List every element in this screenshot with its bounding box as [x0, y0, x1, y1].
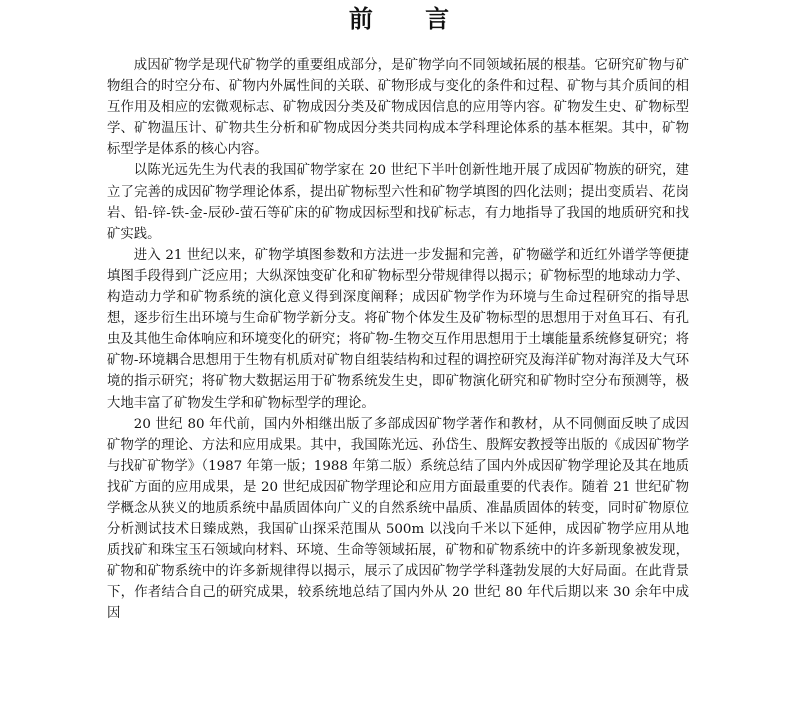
preface-body	[107, 55, 689, 625]
page-title: 前 言	[348, 4, 472, 33]
paragraph: 进入 21 世纪以来，矿物学填图参数和方法进一步发掘和完善，矿物磁学和近红外谱学等便捷填图手段得到广泛应用；大纵深蚀变矿化和矿物标型分带规律得以揭示；矿物标型的地球动力学、构造动力学和矿物系统的演化意义得到深度阐释；成因矿物学作为环境与生命过程研究的指导思想，逐步衍生出环境与生命矿物学新分支。将矿物个体发生及矿物标型的思想用于对鱼耳石、有孔虫及其他生命体响应和环境变化的研究；将矿物-生物交互作用思想用于土壤能量系统修复研究；将矿物-环境耦合思想用于生物有机质对矿物自组装结构和过程的调控研究及海洋矿物对海洋及大气环境的指示研究；将矿物大数据运用于矿物系统发生史，即矿物演化研究和矿物时空分布预测等，极大地丰富了矿物发生学和矿物标型学的理论。	[107, 247, 689, 411]
paragraph: 以陈光远先生为代表的我国矿物学家在 20 世纪下半叶创新性地开展了成因矿物族的研究，建立了完善的成因矿物学理论体系，提出矿物标型六性和矿物学填图的四化法则；提出变质岩、花岗岩、铅-锌-铁-金-辰砂-萤石等矿床的矿物成因标型和找矿标志，有力地指导了我国的地质研究和找矿实践。	[107, 163, 689, 242]
paragraph: 成因矿物学是现代矿物学的重要组成部分，是矿物学向不同领域拓展的根基。它研究矿物与矿物组合的时空分布、矿物内外属性间的关联、矿物形成与变化的条件和过程、矿物与其介质间的相互作用及相应的宏微观标志、矿物成因分类及矿物成因信息的应用等内容。矿物发生史、矿物标型学、矿物温压计、矿物共生分析和矿物成因分类共同构成本学科理论体系的基本框架。其中，矿物标型学是体系的核心内容。	[107, 58, 689, 158]
paragraph: 20 世纪 80 年代前，国内外相继出版了多部成因矿物学著作和教材，从不同侧面反映了成因矿物学的理论、方法和应用成果。其中，我国陈光远、孙岱生、殷辉安教授等出版的《成因矿物学与找矿矿物学》（1987 年第一版；1988 年第二版）系统总结了国内外成因矿物学理论及其在地质找矿方面的应用成果，是 20 世纪成因矿物学理论和应用方面最重要的代表作。随着 21 世纪矿物学概念从狭义的地质系统中晶质固体向广义的自然系统中晶质、准晶质固体的转变，同时矿物原位分析测试技术日臻成熟，我国矿山探采范围从 500m 以浅向千米以下延伸，成因矿物学应用从地质找矿和珠宝玉石领域向材料、环境、生命等领域拓展，矿物和矿物系统中的许多新现象被发现，矿物和矿物系统中的许多新规律得以揭示，展示了成因矿物学学科蓬勃发展的大好局面。在此背景下，作者结合自己的研究成果，较系统地总结了国内外从 20 世纪 80 年代后期以来 30 余年中成因	[107, 416, 689, 622]
